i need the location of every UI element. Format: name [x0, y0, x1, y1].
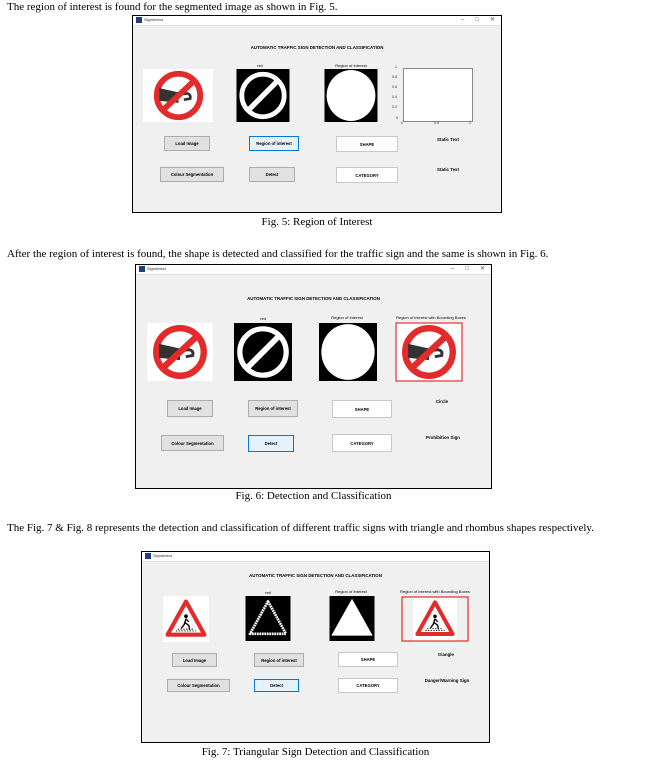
category-box: CATEGORY	[332, 434, 392, 452]
shape-result-text: triangle	[438, 652, 454, 657]
detect-button[interactable]: Detect	[249, 167, 295, 182]
empty-plot-axes	[403, 68, 473, 122]
window-controls[interactable]	[440, 265, 485, 272]
figure-6-caption: Fig. 6: Detection and Classification	[235, 490, 392, 502]
detect-button[interactable]: Detect	[248, 435, 294, 452]
figure-6-window	[135, 264, 492, 489]
maximize-icon: □	[475, 17, 479, 23]
paragraph-3: The Fig. 7 & Fig. 8 represents the detection and classification of different traffic signs with triangle and rhombus shapes respectively.	[7, 522, 594, 534]
detect-button[interactable]: Detect	[254, 679, 299, 692]
close-icon: ✕	[479, 266, 485, 272]
y-tick: 0.2	[392, 105, 397, 109]
x-tick: 1	[469, 121, 471, 125]
colour-segmentation-button[interactable]: Colour Segmentation	[167, 679, 230, 692]
title-bar	[133, 16, 501, 26]
app-heading: AUTOMATIC TRAFFIC SIGN DETECTION AND CLASSIFICATION	[247, 296, 380, 301]
load-image-button[interactable]: Load Image	[164, 136, 210, 151]
x-tick: 0	[401, 121, 403, 125]
y-tick: 0.8	[392, 75, 397, 79]
shape-box: SHAPE	[332, 400, 392, 418]
app-icon	[139, 266, 145, 272]
load-image-button[interactable]: Load Image	[167, 400, 213, 417]
figure-5-window	[132, 15, 502, 213]
x-tick: 0.5	[434, 121, 439, 125]
category-box: CATEGORY	[338, 678, 398, 693]
close-icon: ✕	[489, 17, 495, 23]
red-mask-image	[228, 69, 298, 122]
window-title: Signdetect	[147, 266, 166, 271]
colour-segmentation-button[interactable]: Colour Segmentation	[161, 435, 224, 451]
shape-box: SHAPE	[338, 652, 398, 667]
shape-result-text: Static Text	[437, 137, 459, 142]
original-sign-image	[143, 69, 213, 122]
original-sign-image	[153, 596, 219, 642]
paragraph-2: After the region of interest is found, the shape is detected and classified for the traffic sign and the same is shown in Fig. 6.	[7, 248, 549, 260]
title-bar	[136, 265, 491, 275]
y-tick: 0	[396, 116, 398, 120]
roi-image	[314, 323, 382, 381]
region-of-interest-button[interactable]: Region of interest	[254, 653, 304, 667]
category-box: CATEGORY	[336, 167, 398, 183]
panel-label-bbox: Region of interest with Bounding Boxes	[396, 315, 466, 320]
figure-7-window	[141, 551, 490, 743]
app-heading: AUTOMATIC TRAFFIC SIGN DETECTION AND CLASSIFICATION	[249, 573, 382, 578]
bounding-box-image	[395, 322, 463, 382]
app-icon	[145, 553, 151, 559]
app-icon	[136, 17, 142, 23]
panel-label-roi: Region of Interest	[335, 589, 367, 594]
maximize-icon: □	[465, 266, 469, 272]
title-bar	[142, 552, 489, 562]
figure-7-caption: Fig. 7: Triangular Sign Detection and Classification	[201, 746, 430, 758]
category-result-text: Static Text	[437, 167, 459, 172]
shape-box: SHAPE	[336, 136, 398, 152]
category-result-text: Prohibition Sign	[426, 435, 460, 440]
shape-result-text: Circle	[435, 399, 449, 404]
original-sign-image	[147, 323, 213, 381]
region-of-interest-button[interactable]: Region of interest	[249, 136, 299, 151]
app-heading: AUTOMATIC TRAFFIC SIGN DETECTION AND CLASSIFICATION	[250, 45, 384, 50]
panel-label-red: red	[257, 63, 263, 68]
panel-label-red: red	[265, 590, 271, 595]
y-tick: 1	[395, 65, 397, 69]
y-tick: 0.4	[392, 95, 397, 99]
red-mask-image	[235, 596, 301, 641]
figure-5-caption: Fig. 5: Region of Interest	[261, 216, 373, 228]
roi-image	[319, 596, 385, 641]
paragraph-1: The region of interest is found for the segmented image as shown in Fig. 5.	[7, 1, 338, 13]
bounding-box-image	[401, 596, 469, 642]
load-image-button[interactable]: Load Image	[172, 653, 217, 667]
minimize-icon: –	[451, 266, 455, 272]
red-mask-image	[229, 323, 297, 381]
panel-label-bbox: Region of interest with Bounding Boxes	[400, 589, 470, 594]
category-result-text: Danger/Warning Sign	[424, 678, 470, 683]
region-of-interest-button[interactable]: Region of interest	[248, 400, 298, 417]
panel-label-roi: Region of Interest	[331, 315, 363, 320]
y-tick: 0.6	[392, 85, 397, 89]
minimize-icon: –	[461, 17, 465, 23]
panel-label-red: red	[260, 316, 266, 321]
window-controls[interactable]	[450, 16, 495, 23]
roi-image	[316, 69, 386, 122]
panel-label-roi: Region of Interest	[335, 63, 367, 68]
window-title: Signdetect	[153, 553, 172, 558]
colour-segmentation-button[interactable]: Colour Segmentation	[160, 167, 224, 182]
window-title: Signdetect	[144, 17, 163, 22]
